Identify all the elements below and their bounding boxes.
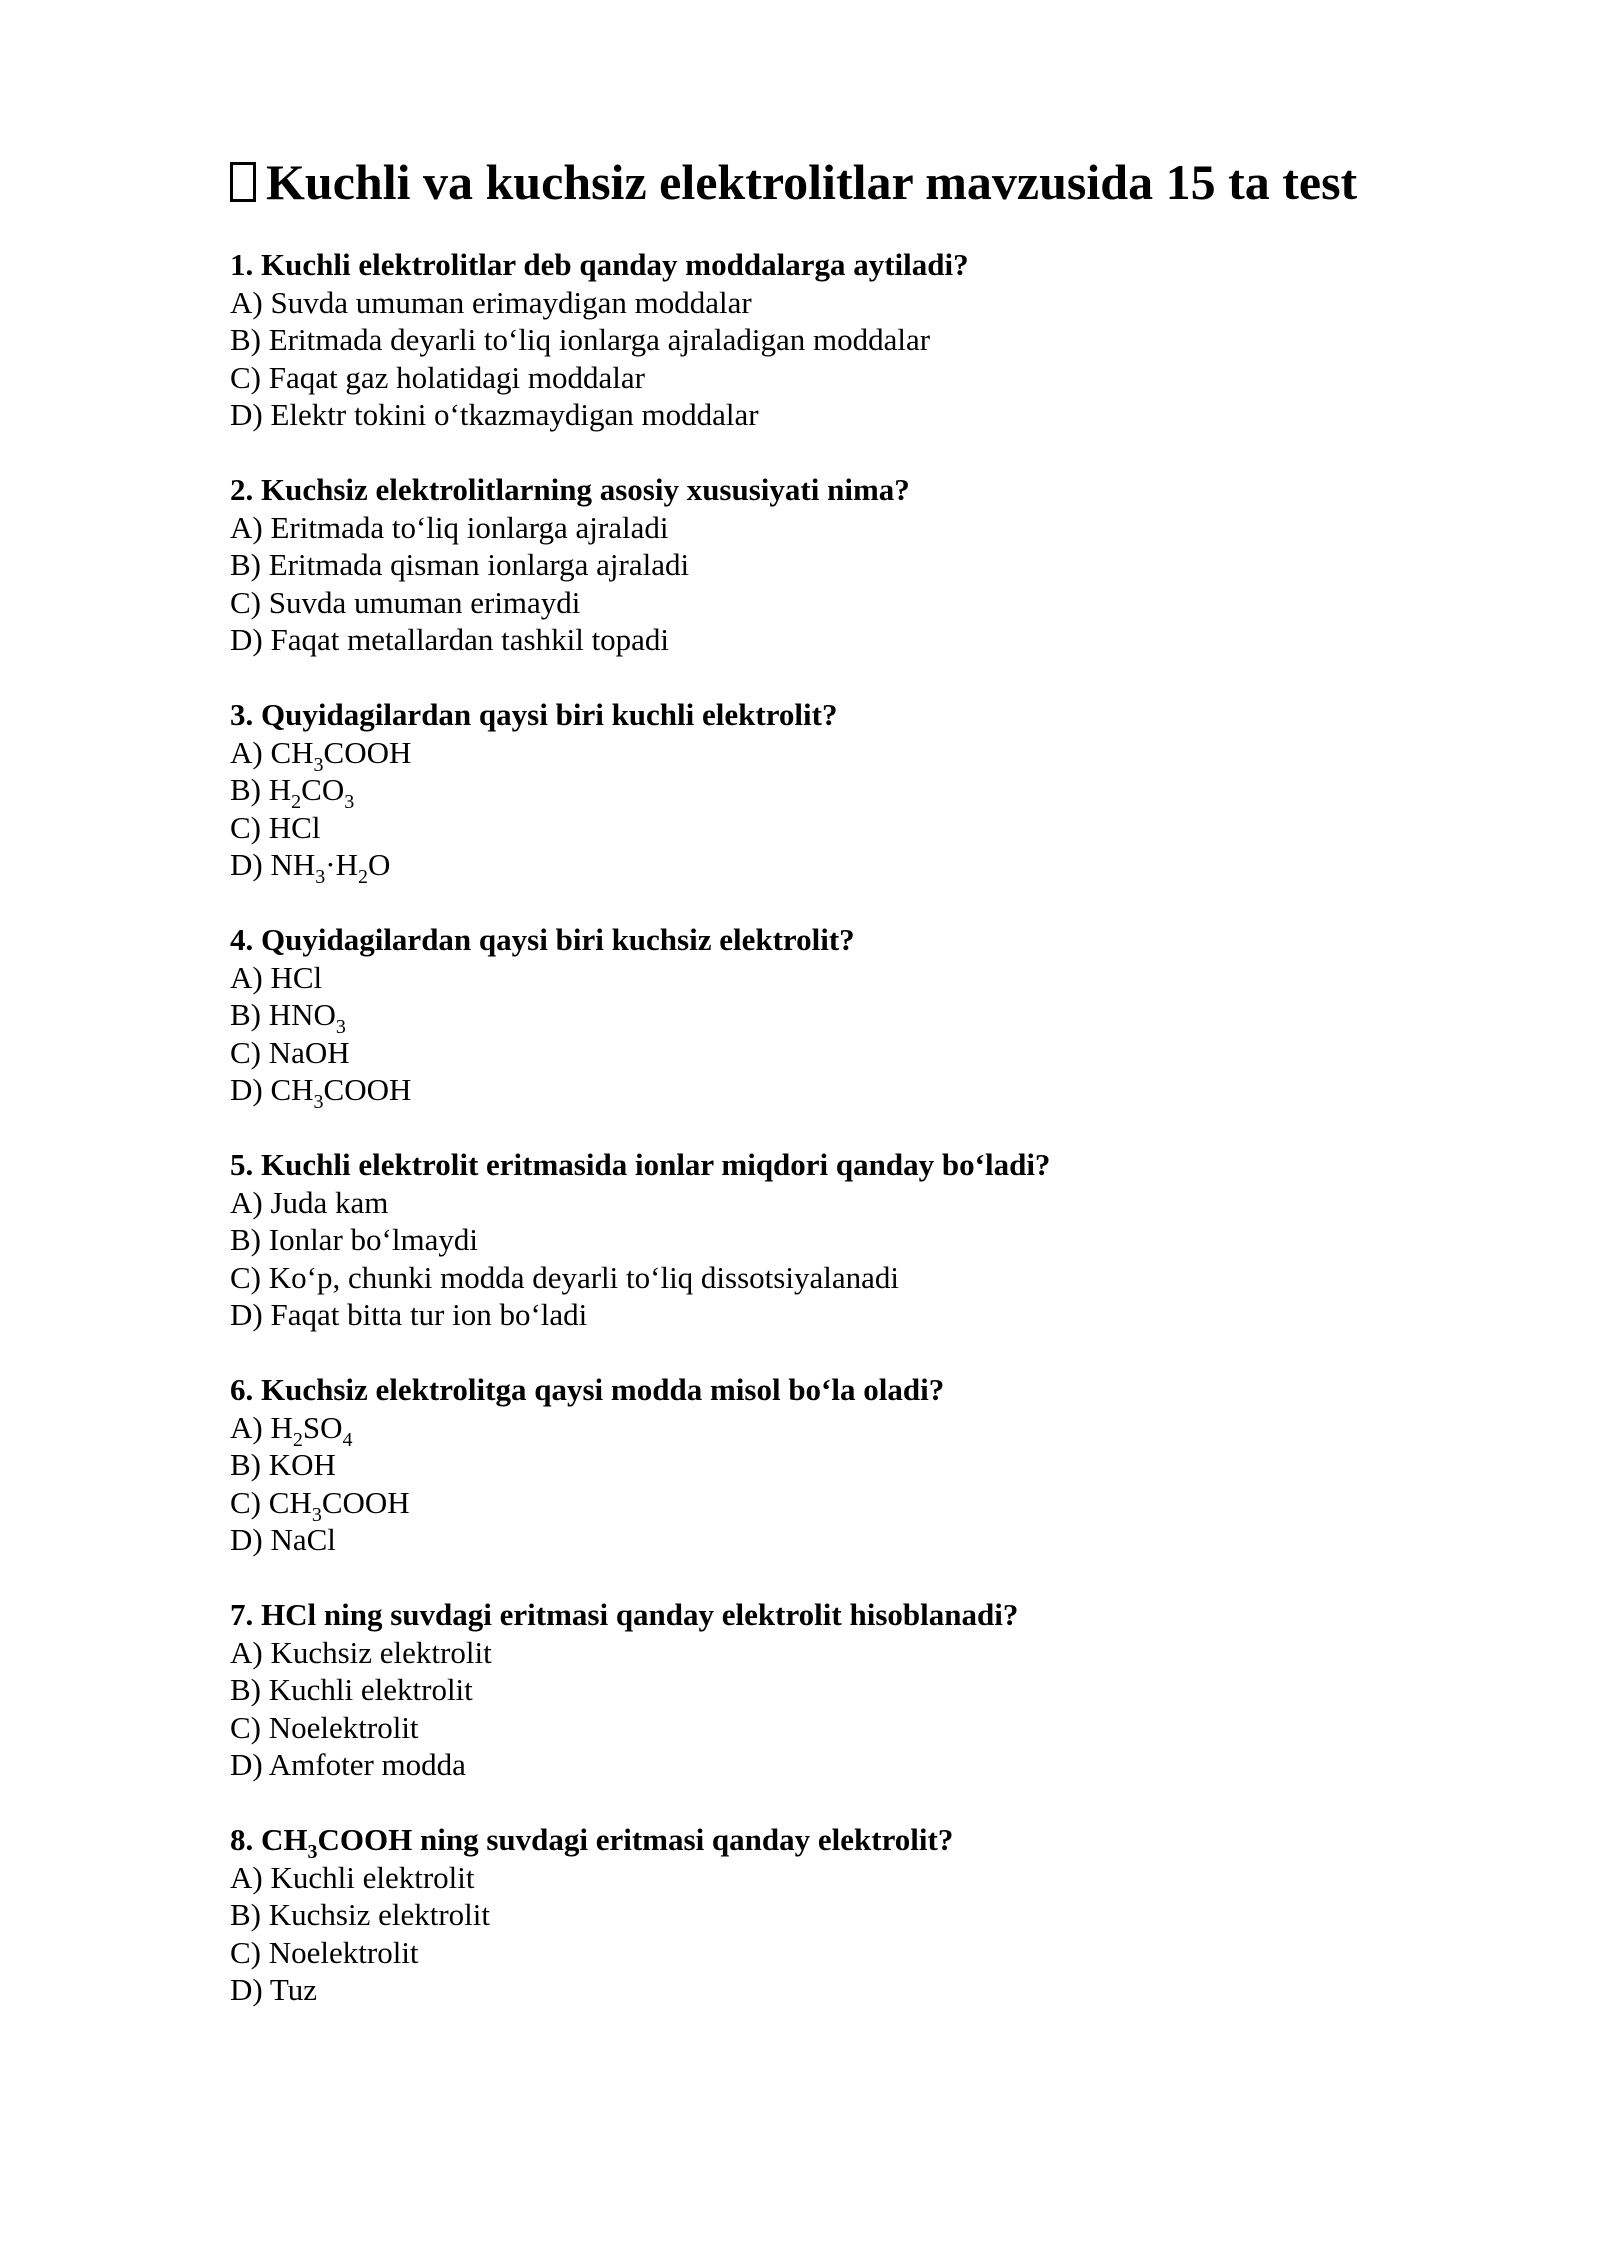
option-letter: A) bbox=[230, 734, 263, 770]
text-segment: SO bbox=[302, 1409, 343, 1445]
text-segment: CO bbox=[301, 772, 345, 807]
option-letter: A) bbox=[230, 284, 263, 320]
question-number: 6. bbox=[230, 1372, 254, 1407]
option-letter: B) bbox=[230, 1672, 261, 1707]
question-block bbox=[230, 921, 1510, 1113]
option-letter: C) bbox=[230, 1034, 261, 1070]
text-segment: COOH bbox=[323, 1072, 412, 1107]
answer-option bbox=[230, 1221, 1510, 1259]
text-segment: HCl ning suvdagi eritmasi qanday elektrolit hisoblanadi? bbox=[261, 1597, 1019, 1632]
text-segment: COOH ning suvdagi eritmasi qanday elektrolit? bbox=[317, 1822, 954, 1857]
text-segment: Juda kam bbox=[270, 1184, 389, 1220]
answer-option bbox=[230, 959, 1510, 997]
answer-option bbox=[230, 1934, 1510, 1972]
option-letter: C) bbox=[230, 1934, 261, 1970]
question-block bbox=[230, 246, 1510, 434]
subscript: 3 bbox=[307, 1841, 318, 1863]
page-title bbox=[230, 150, 1510, 214]
text-segment: CH bbox=[270, 734, 314, 770]
text-segment: CH bbox=[268, 1484, 312, 1520]
answer-option bbox=[230, 546, 1510, 584]
option-letter: D) bbox=[230, 1072, 263, 1107]
text-segment: H bbox=[268, 772, 292, 807]
answer-option bbox=[230, 1484, 1510, 1526]
answer-option bbox=[230, 1071, 1510, 1113]
question-block bbox=[230, 1596, 1510, 1784]
answer-option bbox=[230, 996, 1510, 1038]
option-letter: C) bbox=[230, 1484, 261, 1520]
text-segment: Tuz bbox=[269, 1972, 318, 2007]
text-segment: Kuchli elektrolit eritmasida ionlar miqdori qanday bo‘ladi? bbox=[261, 1147, 1051, 1182]
text-segment: Kuchsiz elektrolit bbox=[270, 1634, 492, 1670]
option-letter: D) bbox=[230, 1747, 263, 1782]
subscript: 2 bbox=[291, 791, 302, 813]
subscript: 3 bbox=[335, 1016, 346, 1038]
text-segment: Faqat bitta tur ion bo‘ladi bbox=[270, 1297, 588, 1332]
option-letter: D) bbox=[230, 1522, 263, 1557]
text-segment: Ionlar bo‘lmaydi bbox=[268, 1222, 478, 1257]
text-segment: NaOH bbox=[268, 1034, 350, 1070]
answer-option bbox=[230, 1671, 1510, 1709]
answer-option bbox=[230, 396, 1510, 434]
question-text bbox=[230, 1146, 1510, 1184]
text-segment: COOH bbox=[321, 1484, 410, 1520]
question-text bbox=[230, 471, 1510, 509]
question-number: 1. bbox=[230, 247, 254, 282]
subscript: 2 bbox=[357, 866, 368, 888]
option-letter: A) bbox=[230, 1859, 263, 1895]
text-segment: HCl bbox=[268, 809, 321, 845]
question-block bbox=[230, 471, 1510, 659]
answer-option bbox=[230, 584, 1510, 622]
text-segment: HCl bbox=[270, 959, 323, 995]
option-letter: A) bbox=[230, 509, 263, 545]
subscript: 3 bbox=[311, 1503, 322, 1526]
answer-option bbox=[230, 1971, 1510, 2009]
question-number: 4. bbox=[230, 922, 254, 957]
question-text bbox=[230, 921, 1510, 959]
subscript: 3 bbox=[313, 1091, 324, 1113]
option-letter: D) bbox=[230, 622, 263, 657]
option-letter: D) bbox=[230, 1972, 263, 2007]
text-segment: Elektr tokini o‘tkazmaydigan moddalar bbox=[270, 397, 759, 432]
question-number: 8. bbox=[230, 1822, 254, 1857]
answer-option bbox=[230, 1709, 1510, 1747]
question-block bbox=[230, 1146, 1510, 1334]
option-letter: C) bbox=[230, 1259, 261, 1295]
question-number: 2. bbox=[230, 472, 254, 507]
text-segment: Eritmada to‘liq ionlarga ajraladi bbox=[270, 509, 669, 545]
option-letter: A) bbox=[230, 959, 263, 995]
answer-option bbox=[230, 359, 1510, 397]
text-segment: ·H bbox=[325, 847, 358, 882]
question-number: 7. bbox=[230, 1597, 254, 1632]
option-letter: C) bbox=[230, 1709, 261, 1745]
answer-option bbox=[230, 284, 1510, 322]
option-letter: A) bbox=[230, 1184, 263, 1220]
option-letter: D) bbox=[230, 397, 263, 432]
page-title-text: Kuchli va kuchsiz elektrolitlar mavzusida 15 ta test bbox=[266, 154, 1358, 210]
answer-option bbox=[230, 734, 1510, 776]
option-letter: B) bbox=[230, 997, 261, 1032]
question-block bbox=[230, 1821, 1510, 2009]
text-segment: Faqat metallardan tashkil topadi bbox=[270, 622, 670, 657]
question-text bbox=[230, 1821, 1510, 1863]
text-segment: Faqat gaz holatidagi moddalar bbox=[268, 359, 645, 395]
option-letter: A) bbox=[230, 1409, 263, 1445]
text-segment: Noelektrolit bbox=[268, 1934, 419, 1970]
text-segment: Kuchli elektrolit bbox=[270, 1859, 475, 1895]
question-number: 5. bbox=[230, 1147, 254, 1182]
option-letter: B) bbox=[230, 1222, 261, 1257]
option-letter: A) bbox=[230, 1634, 263, 1670]
text-segment: HNO bbox=[268, 997, 336, 1032]
text-segment: H bbox=[270, 1409, 293, 1445]
answer-option bbox=[230, 1259, 1510, 1297]
document-page bbox=[230, 150, 1510, 2046]
answer-option bbox=[230, 1634, 1510, 1672]
text-segment: Kuchsiz elektrolitlarning asosiy xususiyati nima? bbox=[261, 472, 910, 507]
answer-option bbox=[230, 1896, 1510, 1934]
text-segment: Ko‘p, chunki modda deyarli to‘liq dissotsiyalanadi bbox=[268, 1259, 899, 1295]
text-segment: Eritmada deyarli to‘liq ionlarga ajraladigan moddalar bbox=[268, 322, 931, 357]
text-segment: Quyidagilardan qaysi biri kuchli elektrolit? bbox=[261, 697, 838, 732]
option-letter: B) bbox=[230, 547, 261, 582]
text-segment: Eritmada qisman ionlarga ajraladi bbox=[268, 547, 690, 582]
text-segment: Suvda umuman erimaydi bbox=[268, 584, 581, 620]
option-letter: B) bbox=[230, 772, 261, 807]
text-segment: CH bbox=[261, 1822, 308, 1857]
answer-option bbox=[230, 1521, 1510, 1559]
text-segment: Noelektrolit bbox=[268, 1709, 419, 1745]
subscript: 3 bbox=[344, 791, 355, 813]
option-letter: D) bbox=[230, 1297, 263, 1332]
text-segment: KOH bbox=[268, 1447, 336, 1482]
option-letter: B) bbox=[230, 1447, 261, 1482]
question-text bbox=[230, 246, 1510, 284]
answer-option bbox=[230, 846, 1510, 888]
answer-option bbox=[230, 1184, 1510, 1222]
question-block bbox=[230, 696, 1510, 888]
answer-option bbox=[230, 321, 1510, 359]
text-segment: COOH bbox=[323, 734, 412, 770]
answer-option bbox=[230, 1409, 1510, 1451]
question-block bbox=[230, 1371, 1510, 1559]
question-text bbox=[230, 696, 1510, 734]
answer-option bbox=[230, 1446, 1510, 1484]
option-letter: B) bbox=[230, 322, 261, 357]
answer-option bbox=[230, 1746, 1510, 1784]
text-segment: Kuchli elektrolit bbox=[268, 1672, 473, 1707]
option-letter: C) bbox=[230, 584, 261, 620]
text-segment: NaCl bbox=[270, 1522, 336, 1557]
missing-glyph-icon bbox=[230, 162, 256, 202]
text-segment: NH bbox=[270, 847, 316, 882]
text-segment: Kuchsiz elektrolitga qaysi modda misol bo‘la oladi? bbox=[261, 1372, 945, 1407]
text-segment: Amfoter modda bbox=[268, 1747, 466, 1782]
question-number: 3. bbox=[230, 697, 254, 732]
answer-option bbox=[230, 809, 1510, 847]
subscript: 3 bbox=[313, 753, 324, 776]
answer-option bbox=[230, 509, 1510, 547]
option-letter: C) bbox=[230, 359, 261, 395]
answer-option bbox=[230, 1859, 1510, 1897]
question-list bbox=[230, 246, 1510, 2009]
text-segment: Quyidagilardan qaysi biri kuchsiz elektrolit? bbox=[261, 922, 855, 957]
option-letter: D) bbox=[230, 847, 263, 882]
text-segment: Kuchsiz elektrolit bbox=[268, 1897, 490, 1932]
text-segment: O bbox=[367, 847, 391, 882]
text-segment: CH bbox=[270, 1072, 314, 1107]
question-text bbox=[230, 1596, 1510, 1634]
answer-option bbox=[230, 621, 1510, 659]
subscript: 3 bbox=[315, 866, 326, 888]
answer-option bbox=[230, 1296, 1510, 1334]
option-letter: C) bbox=[230, 809, 261, 845]
answer-option bbox=[230, 771, 1510, 813]
subscript: 4 bbox=[342, 1428, 353, 1451]
subscript: 2 bbox=[292, 1428, 303, 1451]
text-segment: Kuchli elektrolitlar deb qanday moddalarga aytiladi? bbox=[261, 247, 969, 282]
question-text bbox=[230, 1371, 1510, 1409]
option-letter: B) bbox=[230, 1897, 261, 1932]
text-segment: Suvda umuman erimaydigan moddalar bbox=[270, 284, 752, 320]
answer-option bbox=[230, 1034, 1510, 1072]
